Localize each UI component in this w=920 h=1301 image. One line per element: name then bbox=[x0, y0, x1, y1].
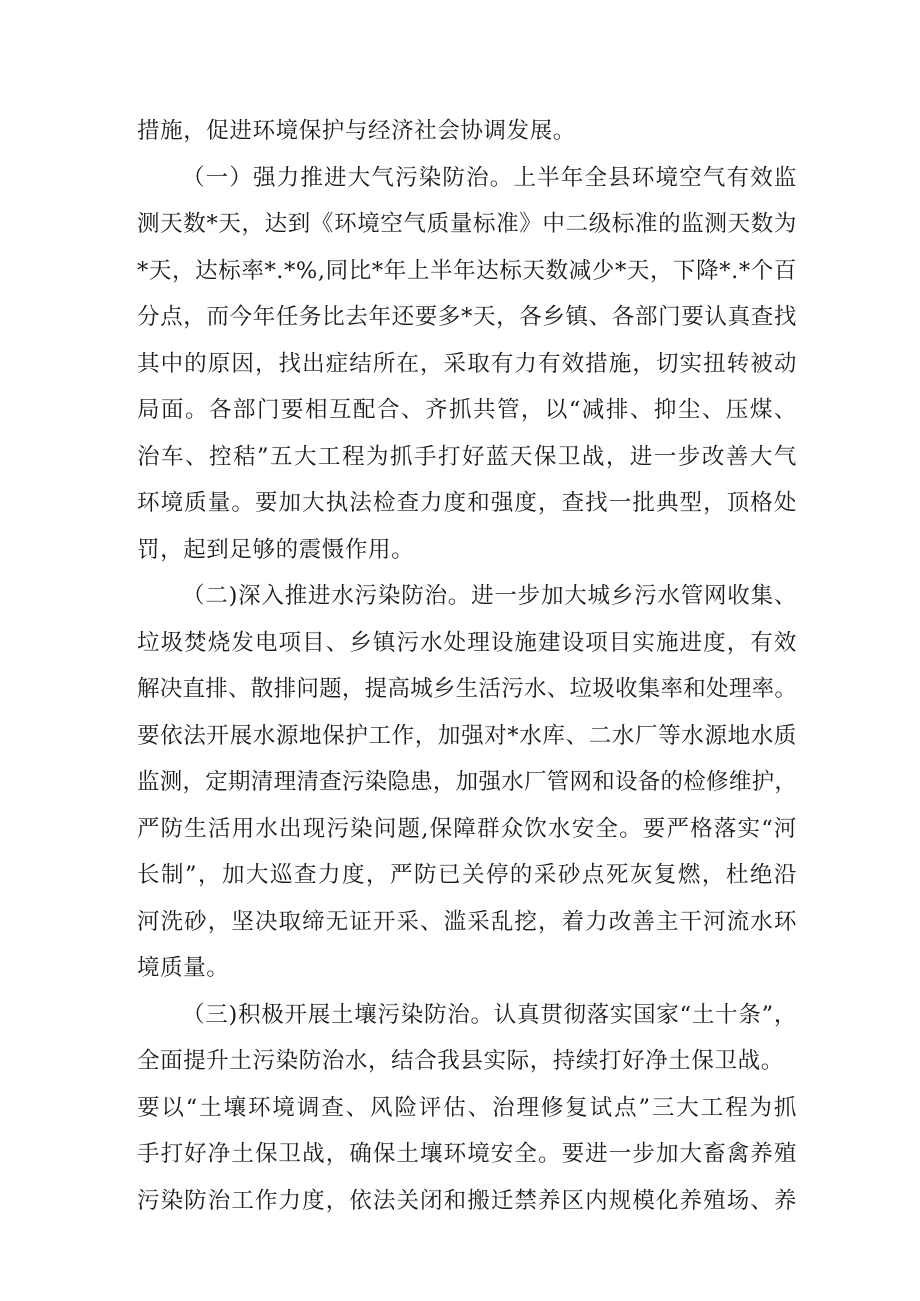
text-line: 污染防治工作力度，依法关闭和搬迁禁养区内规模化养殖场、养 bbox=[137, 1187, 797, 1214]
text-line: 局面。各部门要相互配合、齐抓共管，以“减排、抑尘、压煤、 bbox=[137, 397, 797, 423]
text-line: 河洗砂，坚决取缔无证开采、滥采乱挖，着力改善主干河流水环 bbox=[137, 908, 797, 935]
document-body-text bbox=[137, 108, 797, 1224]
text-line: 垃圾焚烧发电项目、乡镇污水处理设施建设项目实施进度，有效 bbox=[137, 629, 797, 656]
text-line: *天，达标率*.*%,同比*年上半年达标天数减少*天，下降*.*个百 bbox=[137, 257, 797, 284]
text-line: 长制”，加大巡查力度，严防已关停的采砂点死灰复燃，杜绝沿 bbox=[137, 862, 797, 888]
text-line: 测天数*天，达到《环境空气质量标准》中二级标准的监测天数为 bbox=[137, 211, 797, 237]
text-line: （一）强力推进大气污染防治。上半年全县环境空气有效监 bbox=[182, 164, 797, 191]
text-line: （三)积极开展土壤污染防治。认真贯彻落实国家“土十条”， bbox=[182, 1001, 797, 1028]
text-line: 其中的原因，找出症结所在，采取有力有效措施，切实扭转被动 bbox=[137, 350, 797, 377]
text-line: 措施，促进环境保护与经济社会协调发展。 bbox=[137, 118, 576, 144]
text-line: 监测，定期清理清查污染隐患，加强水厂管网和设备的检修维护， bbox=[137, 769, 797, 795]
text-line: 要以“土壤环境调查、风险评估、治理修复试点”三大工程为抓 bbox=[137, 1094, 797, 1121]
text-line: （二)深入推进水污染防治。进一步加大城乡污水管网收集、 bbox=[182, 583, 797, 609]
text-line: 环境质量。要加大执法检查力度和强度，查找一批典型，顶格处 bbox=[137, 490, 797, 516]
text-line: 治车、控秸”五大工程为抓手打好蓝天保卫战，进一步改善大气 bbox=[137, 443, 797, 470]
text-line: 手打好净土保卫战，确保土壤环境安全。要进一步加大畜禽养殖 bbox=[137, 1141, 797, 1167]
text-line: 罚，起到足够的震慑作用。 bbox=[137, 536, 415, 563]
text-line: 解决直排、散排问题，提高城乡生活污水、垃圾收集率和处理率。 bbox=[137, 676, 797, 702]
text-line: 要依法开展水源地保护工作，加强对*水库、二水厂等水源地水质 bbox=[137, 722, 797, 749]
text-line: 全面提升土污染防治水，结合我县实际，持续打好净土保卫战。 bbox=[137, 1048, 784, 1074]
text-line: 分点，而今年任务比去年还要多*天，各乡镇、各部门要认真查找 bbox=[137, 304, 797, 330]
text-line: 境质量。 bbox=[137, 955, 230, 981]
text-line: 严防生活用水出现污染问题,保障群众饮水安全。要严格落实“河 bbox=[137, 815, 797, 842]
